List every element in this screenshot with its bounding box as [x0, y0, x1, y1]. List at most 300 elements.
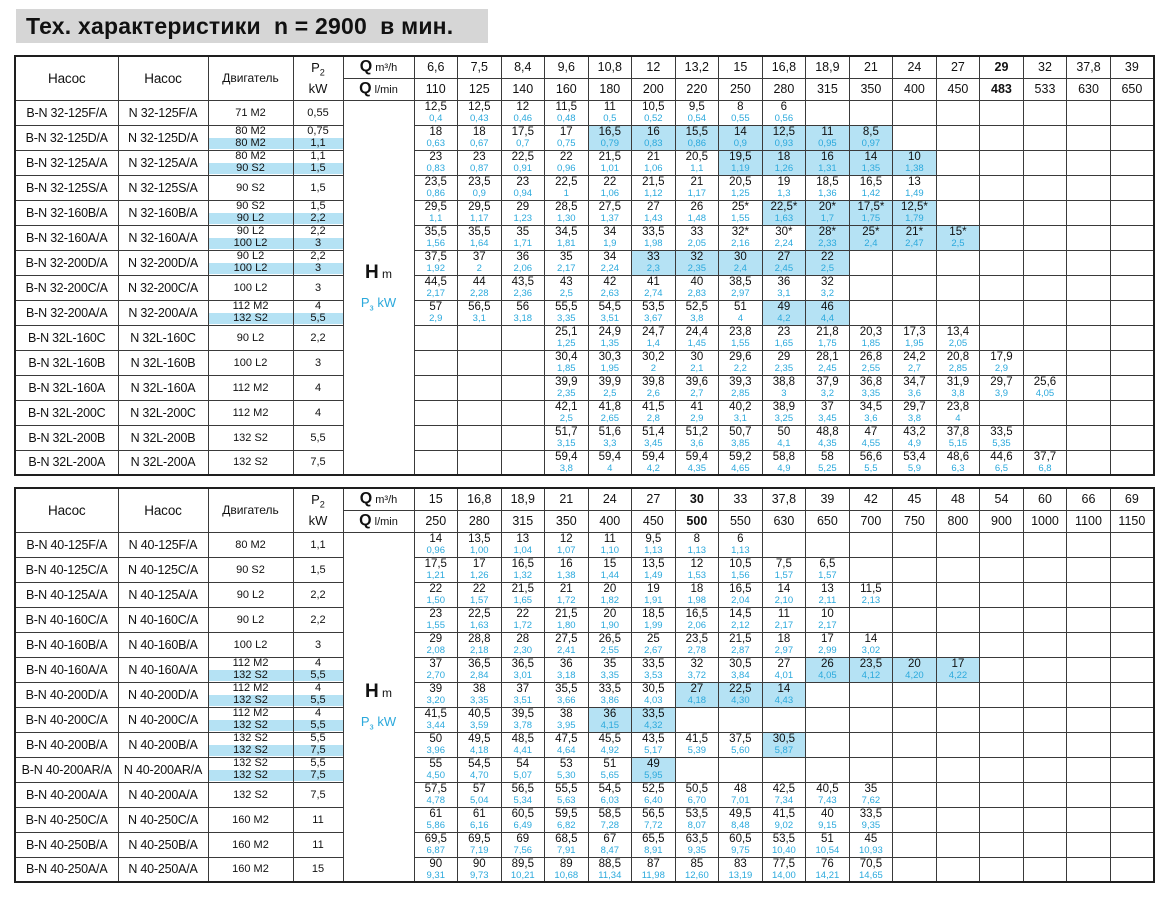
data-cell [980, 125, 1024, 150]
data-cell [414, 350, 458, 375]
head-value: 58,5 [598, 808, 622, 821]
data-cell [675, 425, 719, 450]
data-cell [545, 400, 589, 425]
head-value: 41 [646, 276, 660, 289]
p3-value: 3,35 [470, 694, 489, 706]
p3-value: 7,62 [861, 794, 881, 806]
p2-value: 5,5 [310, 757, 326, 769]
motor-variant: 90 L2 [236, 250, 265, 262]
data-cell [806, 782, 850, 807]
p3-value: 1,7 [820, 212, 834, 224]
p3-value: 1,80 [557, 619, 576, 631]
data-cell [849, 682, 893, 707]
head-value: 65,5 [642, 833, 665, 846]
head-value: 89 [559, 858, 573, 870]
p3-value: 3,18 [513, 312, 533, 324]
p3-value: 4,32 [644, 719, 663, 731]
data-cell [893, 707, 937, 732]
head-value: 48,6 [946, 451, 970, 463]
p3-value: 4,1 [777, 437, 791, 449]
table-row [15, 400, 1154, 425]
p3-value: 1,95 [905, 337, 924, 349]
data-cell [458, 275, 502, 300]
p3-value: 1,25 [557, 337, 576, 349]
p3-value: 4,30 [731, 694, 750, 706]
p3-value: 4,50 [426, 769, 445, 781]
data-cell [1023, 175, 1067, 200]
p3-value: 1,91 [644, 594, 663, 606]
data-cell [414, 707, 458, 732]
p3-value: 4,35 [687, 462, 707, 474]
data-cell [458, 125, 502, 150]
p3-value: 1,26 [774, 162, 794, 174]
p3-value: 2,24 [774, 237, 794, 249]
p3-value: 1,35 [861, 162, 881, 174]
head-value: 45,5 [598, 733, 622, 746]
p2-value: 1,1 [310, 150, 326, 162]
head-value: 36,8 [859, 376, 883, 389]
data-cell [849, 450, 893, 475]
head-value: 33,5 [859, 808, 883, 821]
head-value: 21 [559, 583, 573, 596]
data-cell [414, 832, 458, 857]
data-cell [1110, 400, 1154, 425]
p3-value: 3,78 [513, 719, 533, 731]
head-value: 61 [429, 808, 443, 821]
pump-name-n: N 40-200A/A [118, 782, 208, 807]
p2-cell [293, 200, 343, 225]
p3-value: 4,43 [774, 694, 794, 706]
data-cell [501, 807, 545, 832]
head-value: 88,5 [598, 858, 622, 870]
head-value: 29 [429, 633, 443, 646]
flow-lmin-value: 550 [719, 510, 763, 532]
data-cell [762, 100, 806, 125]
pump-name-n: N 32L-200A [118, 450, 208, 475]
head-value: 52,5 [685, 301, 709, 314]
head-value: 22,5 [555, 176, 578, 189]
p3-value: 0,48 [557, 112, 576, 124]
p3-value: 14,00 [771, 869, 796, 881]
head-value: 33 [690, 226, 704, 239]
p3-value: 0,55 [731, 112, 750, 124]
table-row [15, 375, 1154, 400]
data-cell [980, 350, 1024, 375]
data-cell [849, 557, 893, 582]
data-cell [588, 275, 632, 300]
p2-cell [293, 150, 343, 175]
data-cell [588, 150, 632, 175]
data-cell [588, 100, 632, 125]
data-cell [893, 250, 937, 275]
data-cell [675, 100, 719, 125]
data-cell [588, 807, 632, 832]
p3-value: 1,57 [818, 569, 837, 581]
data-cell [719, 450, 763, 475]
data-cell [1110, 450, 1154, 475]
p2-value: 0,75 [307, 125, 329, 137]
head-value: 43,5 [642, 733, 665, 746]
table-row [15, 125, 1154, 150]
data-cell [762, 707, 806, 732]
data-cell [458, 225, 502, 250]
p3-value: 1,30 [557, 212, 576, 224]
p3-value: 1,37 [600, 212, 620, 224]
p3-value: 3,85 [731, 437, 750, 449]
data-cell [501, 150, 545, 175]
data-cell [458, 150, 502, 175]
motor-variant: 112 M2 [232, 682, 269, 694]
p3-value: 3,44 [426, 719, 445, 731]
data-cell [806, 375, 850, 400]
head-value: 25* [731, 201, 749, 214]
motor-cell [208, 807, 293, 832]
data-cell [632, 757, 676, 782]
data-cell [936, 782, 980, 807]
data-cell [1023, 400, 1067, 425]
data-cell [675, 732, 719, 757]
data-cell [1110, 350, 1154, 375]
motor-variant: 90 S2 [236, 200, 265, 212]
data-cell [501, 250, 545, 275]
head-value: 10,5 [642, 101, 665, 114]
p3-value: 1,45 [687, 337, 707, 349]
p3-value: 3,20 [426, 694, 445, 706]
data-cell [849, 150, 893, 175]
head-value: 37,7 [1033, 451, 1057, 463]
p3-value: 2,7 [907, 362, 922, 374]
head-value: 54,5 [468, 758, 491, 771]
head-value: 13,4 [946, 326, 970, 339]
motor-cell [208, 657, 293, 682]
data-cell [632, 375, 676, 400]
data-cell [719, 557, 763, 582]
table-row [15, 557, 1154, 582]
pump-name-n: N 40-160A/A [118, 657, 208, 682]
data-cell [1067, 607, 1111, 632]
flow-lmin-value: 533 [1023, 78, 1067, 100]
data-cell [762, 557, 806, 582]
head-value: 16,5 [598, 126, 622, 139]
data-cell [1067, 400, 1111, 425]
head-value: 29,5 [424, 201, 447, 214]
motor-cell [208, 225, 293, 250]
head-value: 30,5 [729, 658, 752, 671]
data-cell [632, 175, 676, 200]
p3-value: 4,2 [777, 312, 791, 324]
pump-name-n: N 40-125A/A [118, 582, 208, 607]
head-value: 30,4 [555, 351, 578, 364]
data-cell [719, 832, 763, 857]
flow-m3h-value: 60 [1023, 488, 1067, 510]
flow-lmin-value: 280 [458, 510, 502, 532]
pump-name-n: N 32-125A/A [118, 150, 208, 175]
data-cell [588, 607, 632, 632]
data-cell [414, 682, 458, 707]
data-cell [588, 350, 632, 375]
head-value: 28,8 [468, 633, 491, 646]
p3-value: 1,4 [646, 337, 660, 349]
head-value: 12 [559, 533, 573, 546]
p3-value: 5,30 [557, 769, 576, 781]
data-cell [849, 532, 893, 557]
p3-value: 3,8 [690, 312, 704, 324]
data-cell [849, 832, 893, 857]
head-value: 17 [821, 633, 834, 646]
p3-value: 5,04 [470, 794, 489, 806]
data-cell [762, 350, 806, 375]
data-cell [414, 657, 458, 682]
data-cell [632, 350, 676, 375]
p3-value: 2,97 [731, 287, 750, 299]
p3-value: 2,55 [861, 362, 881, 374]
data-cell [501, 832, 545, 857]
data-cell [588, 857, 632, 882]
motor-variant: 100 L2 [209, 263, 293, 275]
head-value: 37 [516, 683, 530, 696]
head-value: 42,5 [772, 783, 796, 796]
data-cell [1067, 200, 1111, 225]
head-value: 35,5 [555, 683, 578, 696]
data-cell [936, 200, 980, 225]
p3-kw-label: $Р_з$ kW [360, 294, 397, 313]
p3-value: 2,85 [731, 387, 750, 399]
p2-value: 5,5 [310, 732, 326, 744]
data-cell [675, 582, 719, 607]
data-cell [458, 707, 502, 732]
head-value: 16,5 [511, 558, 534, 571]
p3-value: 2,45 [818, 362, 837, 374]
pump-name-bn: B-N 32-200C/A [15, 275, 118, 300]
head-value: 67 [603, 833, 617, 846]
data-cell [980, 250, 1024, 275]
p3-value: 1,55 [426, 619, 445, 631]
p3-value: 1,3 [777, 187, 791, 199]
data-cell [1067, 632, 1111, 657]
p3-value: 3,8 [907, 412, 922, 424]
data-cell [762, 300, 806, 325]
data-cell [806, 225, 850, 250]
head-value: 29,7 [990, 376, 1013, 389]
header-row-flow-m3h [15, 56, 1154, 78]
data-cell [762, 657, 806, 682]
motor-cell [208, 607, 293, 632]
head-value: 39,6 [685, 376, 709, 389]
p3-value: 1,63 [470, 619, 489, 631]
data-cell [893, 582, 937, 607]
data-cell [632, 832, 676, 857]
data-cell [1023, 275, 1067, 300]
data-cell [980, 200, 1024, 225]
flow-m3h-value: 7,5 [458, 56, 502, 78]
data-cell [458, 100, 502, 125]
head-value: 17 [559, 126, 573, 139]
head-value: 21,5 [598, 151, 622, 164]
data-cell [632, 275, 676, 300]
head-value: 58,8 [772, 451, 796, 463]
data-cell [806, 607, 850, 632]
p2-unit: kW [308, 513, 328, 529]
data-cell [762, 450, 806, 475]
head-value: 49 [777, 301, 791, 314]
p3-value: 0,9 [733, 137, 747, 149]
motor-variant: 112 M2 [232, 707, 269, 719]
p2-cell [293, 175, 343, 200]
head-value: 77,5 [772, 858, 796, 870]
data-cell [806, 532, 850, 557]
data-cell [545, 325, 589, 350]
data-cell [1067, 325, 1111, 350]
head-value: 19,5 [729, 151, 752, 164]
data-cell [675, 275, 719, 300]
flow-lmin-value: 1000 [1023, 510, 1067, 532]
data-cell [719, 225, 763, 250]
head-value: 32* [731, 226, 749, 239]
head-value: 36 [603, 708, 617, 721]
data-cell [936, 400, 980, 425]
p2-value: 15 [311, 863, 325, 876]
data-cell [849, 225, 893, 250]
pump-name-bn: B-N 32-160B/A [15, 200, 118, 225]
p3-value: 1,9 [603, 237, 617, 249]
p3-value: 4,9 [777, 462, 791, 474]
head-value: 20 [908, 658, 921, 671]
data-cell [1067, 100, 1111, 125]
data-cell [414, 375, 458, 400]
p2-value: 1,1 [294, 138, 343, 150]
data-cell [458, 782, 502, 807]
p3-value: 5,35 [992, 437, 1011, 449]
data-cell [458, 300, 502, 325]
head-value: 50,5 [685, 783, 709, 796]
p3-value: 3,84 [731, 669, 750, 681]
p3-value: 3,18 [557, 669, 576, 681]
data-cell [1067, 657, 1111, 682]
data-cell [806, 300, 850, 325]
p3-value: 2,2 [733, 362, 747, 374]
p3-value: 4,18 [470, 744, 489, 756]
head-value: 14 [864, 633, 878, 646]
p3-value: 0,91 [513, 162, 533, 174]
head-value: 28,1 [816, 351, 839, 364]
head-value: 18 [777, 633, 791, 646]
pump-name-n: N 32L-160C [118, 325, 208, 350]
data-cell [501, 425, 545, 450]
p2-cell [293, 100, 343, 125]
data-cell [936, 557, 980, 582]
table-row [15, 857, 1154, 882]
data-cell [458, 582, 502, 607]
data-cell [893, 175, 937, 200]
motor-cell [208, 100, 293, 125]
head-value: 17 [472, 558, 486, 571]
flow-m3h-value: 21 [849, 56, 893, 78]
motor-variant: 90 L2 [236, 225, 265, 237]
data-cell [849, 657, 893, 682]
head-value: 51,7 [555, 426, 578, 439]
data-cell [588, 300, 632, 325]
table-row [15, 150, 1154, 175]
head-value: 41,5 [685, 733, 709, 746]
p3-value: 5,39 [687, 744, 707, 756]
p3-value: 2,06 [513, 262, 533, 274]
p3-value: 2,7 [690, 387, 704, 399]
head-value: 26,5 [598, 633, 622, 646]
p3-value: 5,17 [644, 744, 663, 756]
p3-value: 4,20 [905, 669, 924, 681]
motor-variant: 80 M2 [235, 538, 266, 551]
table-row [15, 707, 1154, 732]
p3-value: 2,70 [426, 669, 445, 681]
data-cell [980, 832, 1024, 857]
data-cell [1110, 532, 1154, 557]
data-cell [980, 582, 1024, 607]
head-value: 29,7 [903, 401, 926, 414]
data-cell [719, 582, 763, 607]
head-value: 35 [559, 251, 573, 264]
head-value: 27 [690, 683, 704, 696]
data-cell [675, 632, 719, 657]
data-cell [588, 425, 632, 450]
pump-name-bn: B-N 32-160A/A [15, 225, 118, 250]
p3-value: 2 [476, 262, 482, 274]
head-value: 37,5 [729, 733, 752, 746]
pump-name-bn: B-N 40-200D/A [15, 682, 118, 707]
p2-cell [293, 300, 343, 325]
p2-value: 5,5 [294, 695, 343, 707]
data-cell [893, 832, 937, 857]
head-value: 37,8 [946, 426, 970, 439]
p3-value: 2,17 [557, 262, 576, 274]
q-symbol: Q [359, 490, 373, 508]
data-cell [632, 632, 676, 657]
p2-value: 1,1 [310, 538, 326, 551]
pump-name-n: N 32L-200B [118, 425, 208, 450]
p3-value: 2,18 [470, 644, 489, 656]
data-cell [849, 857, 893, 882]
head-value: 23 [472, 151, 486, 164]
head-value: 29 [516, 201, 530, 214]
motor-cell [208, 532, 293, 557]
motor-cell [208, 175, 293, 200]
head-value: 27 [646, 201, 660, 214]
p3-value: 1,65 [513, 594, 533, 606]
head-value: 51 [603, 758, 617, 771]
data-cell [936, 682, 980, 707]
table-row [15, 632, 1154, 657]
head-value: 13 [516, 533, 530, 546]
data-cell [458, 557, 502, 582]
data-cell [545, 557, 589, 582]
head-value: 10,5 [729, 558, 752, 571]
data-cell [719, 807, 763, 832]
data-cell [414, 557, 458, 582]
p3-value: 2,33 [818, 237, 837, 249]
data-cell [893, 400, 937, 425]
data-cell [806, 350, 850, 375]
flow-lmin-value: 800 [936, 510, 980, 532]
data-cell [806, 250, 850, 275]
head-value: 15* [949, 226, 967, 239]
flow-m3h-value: 27 [936, 56, 980, 78]
data-cell [632, 150, 676, 175]
data-cell [893, 150, 937, 175]
p3-value: 3,2 [820, 287, 834, 299]
table-row [15, 757, 1154, 782]
flow-lmin-value: 400 [893, 78, 937, 100]
pump-name-bn: B-N 40-250B/A [15, 832, 118, 857]
p2-cell [293, 275, 343, 300]
